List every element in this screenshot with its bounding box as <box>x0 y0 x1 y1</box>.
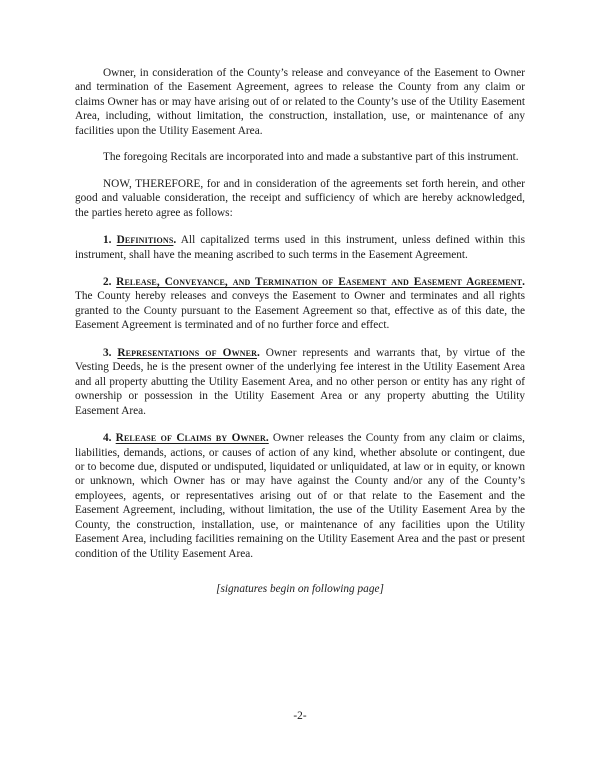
section-2-text: The County hereby releases and conveys the Easement to Owner and terminates and all rights granted to the County pursuant to the Easement Agreement so that, effective as of this date, the Easement Agreement is terminated and of no further force and effect. <box>75 290 525 332</box>
section-3-number: 3. <box>103 346 112 359</box>
section-3-heading: Representations of Owner <box>117 346 258 359</box>
section-3-text: Owner represents and warrants that, by virtue of the Vesting Deeds, he is the present owner of the underlying fee interest in the Utility Easement Area and all property abutting the Utility Easement Area, and no other person or entity has any right of ownership or possession in the Utility Easement Area or any property abutting the Utility Easement Area. <box>75 346 525 417</box>
document-body <box>75 66 525 572</box>
section-2-heading-terminator: . <box>522 275 525 288</box>
section-1-text: All capitalized terms used in this instrument, unless defined within this instrument, shall have the meaning ascribed to such terms in the Easement Agreement. <box>75 234 525 261</box>
section-4-heading-terminator: . <box>265 432 269 445</box>
paragraph-recitals-incorporated: The foregoing Recitals are incorporated into and made a substantive part of this instrument. <box>103 151 519 164</box>
section-3-representations-of-owner <box>75 346 525 418</box>
section-1-number: 1. <box>103 234 112 247</box>
section-4-heading: Release of Claims by Owner <box>115 432 266 445</box>
page-number: -2- <box>293 710 307 722</box>
signature-continuation-note: [signatures begin on following page] <box>216 583 384 595</box>
paragraph-now-therefore: NOW, THEREFORE, for and in consideration of the agreements set forth herein, and other good and valuable consideration, the receipt and sufficiency of which are hereby acknowledged, the parties hereto agree as follows: <box>75 177 525 219</box>
section-1-heading: Definitions <box>116 234 174 247</box>
section-1-definitions <box>75 233 525 262</box>
section-2-release-conveyance-termination <box>75 275 525 333</box>
section-2-number: 2. <box>103 275 112 288</box>
section-1-heading-terminator: . <box>173 234 177 247</box>
section-4-release-of-claims-by-owner <box>75 431 525 561</box>
section-4-number: 4. <box>103 432 112 445</box>
paragraph-release-of-claims-intro: Owner, in consideration of the County’s release and conveyance of the Easement to Owner and termination of the Easement Agreement, agrees to release the County from any claim or claims Owner has or may have arising out of or related to the County’s use of the Utility Easement Area, including, without limitation, the construction, installation, use, or maintenance of any facilities upon the Utility Easement Area. <box>75 67 525 137</box>
section-4-text: Owner releases the County from any claim or claims, liabilities, demands, actions, or causes of action of any kind, whether absolute or contingent, due or to become due, disputed or undisputed, liquidated or unliquidated, at law or in equity, or known or unknown, which Owner has or may have against the County and/or any of the County’s employees, agents, or representatives arising out of or that relate to the Easement and the Easement Agreement, including, without limitation, the use of the Utility Easement Area by the County, the construction, installation, use, or maintenance of any facilities upon the Utility Easement Area, including facilities remaining on the Utility Easement Area and the past or present condition of the Utility Easement Area. <box>75 432 525 560</box>
section-3-heading-terminator: . <box>257 346 260 359</box>
section-2-heading: Release, Conveyance, and Termination of Easement and Easement Agreement <box>116 275 523 288</box>
